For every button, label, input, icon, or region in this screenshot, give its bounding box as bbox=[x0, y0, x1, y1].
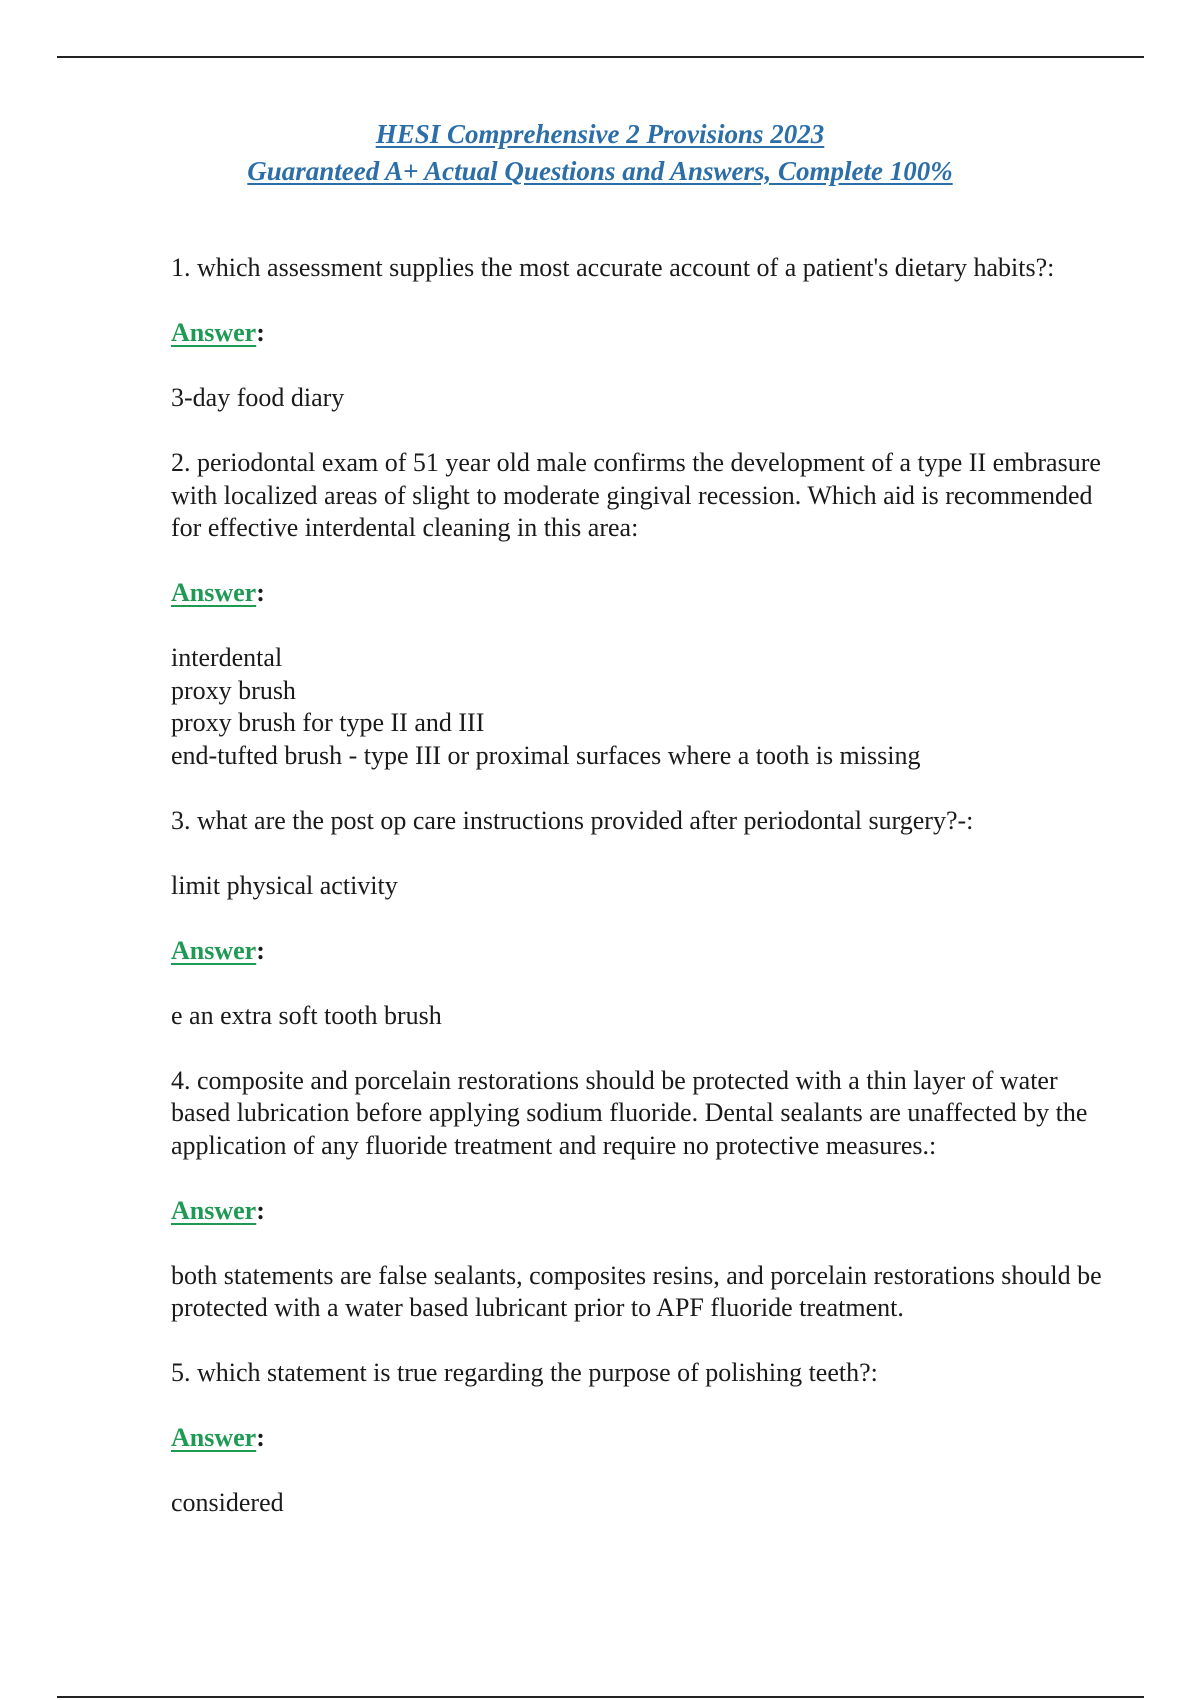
answer-label-4: Answer: bbox=[171, 1195, 265, 1225]
bottom-rule bbox=[57, 1696, 1144, 1698]
answer-label-1: Answer: bbox=[171, 318, 265, 347]
document-body bbox=[171, 252, 1121, 1552]
answer-label-5: Answer: bbox=[171, 1423, 265, 1452]
answer-4: both statements are false sealants, composites resins, and porcelain restorations should be protected with a water based lubricant prior to APF fluoride treatment. bbox=[171, 1260, 1102, 1322]
question-4: 4. composite and porcelain restorations should be protected with a thin layer of water based lubrication before applying sodium fluoride. Dental sealants are unaffected by the application of any fluoride treatment and require no protective measures.: bbox=[171, 1065, 1088, 1160]
answer-word: Answer bbox=[171, 935, 257, 965]
answer-word: Answer bbox=[171, 578, 257, 607]
title-line-1: HESI Comprehensive 2 Provisions 2023 bbox=[375, 119, 825, 149]
question-5: 5. which statement is true regarding the purpose of polishing teeth?: bbox=[171, 1358, 878, 1387]
title-line-2: Guaranteed A+ Actual Questions and Answers, Complete 100% bbox=[247, 156, 953, 186]
answer-word: Answer bbox=[171, 1195, 257, 1225]
answer-2-line: end-tufted brush - type III or proximal surfaces where a tooth is missing bbox=[171, 740, 921, 770]
question-3-extra: limit physical activity bbox=[171, 870, 398, 900]
answer-3: e an extra soft tooth brush bbox=[171, 1000, 442, 1030]
answer-1: 3-day food diary bbox=[171, 383, 345, 412]
answer-label-3: Answer: bbox=[171, 935, 265, 965]
answer-2-line: proxy brush bbox=[171, 675, 296, 705]
answer-label-2: Answer: bbox=[171, 578, 265, 607]
answer-2 bbox=[171, 642, 1121, 772]
top-rule bbox=[57, 56, 1144, 58]
question-1: 1. which assessment supplies the most accurate account of a patient's dietary habits?: bbox=[171, 253, 1055, 282]
document-title bbox=[0, 116, 1200, 190]
answer-2-line: proxy brush for type II and III bbox=[171, 708, 485, 737]
answer-5: considered bbox=[171, 1488, 284, 1517]
question-2: 2. periodontal exam of 51 year old male confirms the development of a type II embrasure with localized areas of slight to moderate gingival recession. Which aid is recommended for effective interdental cleaning in this area: bbox=[171, 448, 1101, 542]
answer-word: Answer bbox=[171, 1423, 257, 1452]
answer-word: Answer bbox=[171, 318, 257, 347]
answer-2-line: interdental bbox=[171, 643, 283, 672]
question-3: 3. what are the post op care instructions provided after periodontal surgery?-: bbox=[171, 805, 974, 835]
